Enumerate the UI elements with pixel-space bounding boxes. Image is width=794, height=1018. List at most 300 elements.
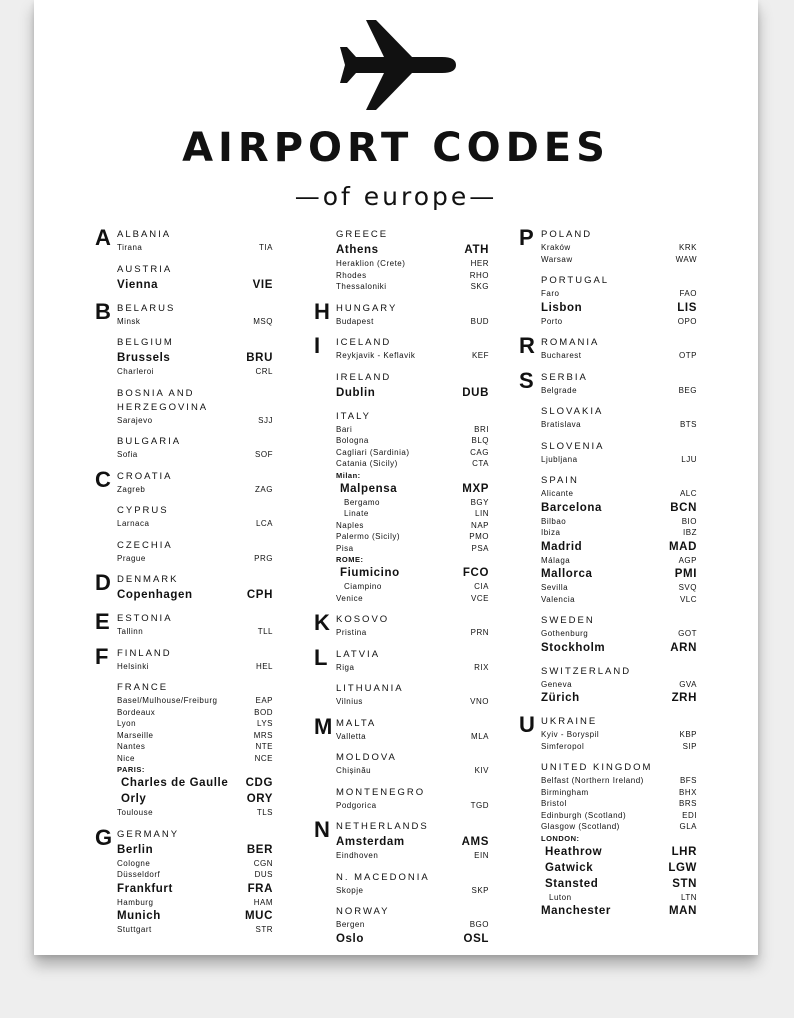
airport-code: LIN: [475, 509, 489, 518]
airport-code: BRU: [246, 352, 273, 364]
index-letter: U: [519, 712, 535, 737]
airport-code: BLQ: [471, 436, 489, 445]
airport-code: LJU: [681, 454, 697, 464]
city-name: Tallinn: [117, 627, 144, 636]
airport-code: KEF: [471, 351, 489, 360]
country-name: SWITZERLAND: [541, 665, 632, 677]
airport-row: [117, 350, 273, 366]
city-name: Gatwick: [545, 861, 594, 874]
airport-row: [336, 931, 489, 947]
city-name: Hamburg: [117, 897, 154, 907]
airport-code: BGO: [469, 920, 489, 929]
country-name: SLOVAKIA: [541, 406, 604, 417]
country-block: [336, 228, 489, 293]
city-name: Skopje: [336, 885, 364, 895]
city-name: Stockholm: [541, 641, 606, 654]
airport-row: [117, 626, 273, 638]
index-letter: G: [95, 824, 113, 850]
airport-code: TLS: [256, 808, 273, 817]
country-name: ICELAND: [336, 337, 392, 348]
airport-code: BFS: [679, 776, 697, 785]
country-heading: [117, 504, 273, 518]
airport-code: BRS: [679, 799, 697, 808]
airport-code: VCE: [471, 593, 489, 603]
airport-row: [336, 447, 489, 459]
city-name: Vienna: [117, 278, 159, 291]
city-name: Naples: [336, 520, 364, 530]
city-name: Podgorica: [336, 800, 377, 810]
airport-row: [541, 350, 697, 362]
airport-row: [117, 791, 273, 807]
airport-code: WAW: [675, 254, 697, 264]
city-name: Nantes: [117, 742, 146, 751]
city-name: Barcelona: [541, 501, 603, 514]
city-name: Helsinki: [117, 661, 150, 671]
airport-row: [117, 753, 273, 765]
airport-code: NAP: [471, 520, 489, 530]
city-name: Rhodes: [336, 270, 367, 280]
airport-code: IBZ: [683, 528, 697, 537]
airport-row: [541, 628, 697, 640]
airport-row: [336, 765, 489, 777]
airport-code: PRG: [254, 553, 273, 563]
city-name: Pristina: [336, 628, 367, 637]
city-name: Pisa: [336, 543, 354, 553]
airport-row: [541, 419, 697, 431]
airport-code: CIA: [474, 582, 489, 591]
index-letter: D: [95, 570, 111, 595]
city-name: Cologne: [117, 858, 151, 868]
airport-code: TLL: [257, 627, 273, 636]
airport-code: BCN: [670, 501, 697, 514]
country-name: CYPRUS: [117, 505, 169, 516]
airport-code: NCE: [254, 753, 273, 763]
index-letter: E: [95, 609, 110, 634]
index-letter: B: [95, 298, 111, 324]
airport-row: [336, 350, 489, 362]
country-name: SWEDEN: [541, 615, 595, 626]
country-name: BOSNIA AND: [117, 387, 195, 399]
country-heading: [336, 786, 489, 800]
country-block: [95, 466, 273, 496]
city-name: Porto: [541, 316, 563, 326]
country-block: [314, 298, 489, 328]
city-name: Düsseldorf: [117, 870, 161, 879]
airport-row: [541, 775, 697, 787]
country-block: [314, 610, 489, 639]
airport-code: VIE: [252, 278, 273, 291]
country-name: FINLAND: [117, 647, 172, 659]
airport-code: RIX: [474, 662, 489, 672]
country-block: [95, 824, 273, 936]
country-name: PORTUGAL: [541, 275, 610, 286]
city-name: Athens: [336, 244, 379, 256]
airport-row: [336, 800, 489, 812]
country-name: MOLDOVA: [336, 752, 397, 763]
index-letter: R: [519, 333, 535, 358]
city-name: Lisbon: [541, 301, 583, 314]
airport-code: MRS: [253, 730, 273, 740]
country-block: [541, 440, 697, 466]
index-letter: A: [95, 225, 111, 250]
country-block: [541, 405, 697, 431]
city-name: Eindhoven: [336, 851, 379, 860]
airport-code: FCO: [462, 567, 489, 579]
country-heading: [117, 681, 273, 695]
index-letter: F: [95, 643, 109, 669]
city-name: Sarajevo: [117, 415, 153, 425]
city-name: Budapest: [336, 316, 374, 326]
city-name: Bologna: [336, 436, 369, 445]
country-heading: [336, 228, 489, 242]
airport-row: [541, 566, 697, 582]
city-name: Belgrade: [541, 385, 578, 395]
airport-row: [541, 500, 697, 516]
airport-row: [541, 903, 697, 919]
city-name: Malpensa: [340, 482, 398, 495]
country-heading: [117, 263, 273, 277]
airport-row: [117, 718, 273, 730]
city-name: Heraklion (Crete): [336, 259, 406, 268]
city-name: Sevilla: [541, 583, 569, 592]
country-block: [117, 435, 273, 461]
airport-row: [117, 869, 273, 881]
country-name: GERMANY: [117, 828, 180, 840]
airport-row: [336, 258, 489, 270]
index-letter: H: [314, 298, 330, 324]
city-name: Prague: [117, 553, 146, 563]
city-name: Zagreb: [117, 484, 146, 494]
airport-row: [541, 876, 697, 892]
airport-row: [336, 481, 489, 497]
city-name: Bucharest: [541, 351, 582, 360]
airport-row: [541, 640, 697, 656]
country-heading: [541, 614, 697, 628]
airport-code: PMI: [674, 568, 697, 580]
airport-row: [117, 775, 273, 791]
airport-row: [336, 458, 489, 470]
index-letter: M: [314, 713, 333, 739]
country-block: [519, 333, 697, 362]
city-name: Bergamo: [344, 497, 380, 507]
airport-code: ZRH: [671, 692, 697, 704]
index-letter: C: [95, 466, 111, 492]
airport-code: MAN: [669, 905, 697, 917]
city-name: Geneva: [541, 679, 573, 689]
airport-code: BOD: [254, 707, 273, 717]
airport-code: PSA: [471, 543, 489, 553]
airport-code: MLA: [471, 731, 489, 741]
city-name: Lyon: [117, 719, 137, 728]
airport-row: [336, 242, 489, 258]
city-name: Dublin: [336, 386, 376, 399]
country-name: BULGARIA: [117, 436, 182, 447]
airport-code: PRN: [470, 628, 489, 637]
airport-code: BEG: [678, 385, 697, 395]
column-3: [519, 225, 697, 919]
airport-row: [541, 679, 697, 691]
airport-code: ARN: [670, 641, 697, 654]
country-heading: [336, 905, 489, 919]
airport-row: [336, 435, 489, 447]
country-block: [336, 751, 489, 777]
airport-row: [336, 520, 489, 532]
city-name: Linate: [344, 509, 369, 518]
country-name: MALTA: [336, 717, 377, 729]
country-name: SPAIN: [541, 475, 579, 486]
airport-row: [117, 695, 273, 707]
airport-row: [541, 555, 697, 567]
country-name: ESTONIA: [117, 613, 173, 624]
airport-code: KRK: [679, 243, 697, 252]
city-name: Copenhagen: [117, 589, 193, 601]
country-name: BELARUS: [117, 302, 176, 314]
city-name: Mallorca: [541, 568, 593, 580]
airport-row: [336, 531, 489, 543]
city-name: Faro: [541, 289, 560, 298]
country-name: POLAND: [541, 229, 593, 240]
airport-code: CDG: [245, 777, 273, 789]
airport-row: [336, 316, 489, 328]
city-name: Warsaw: [541, 254, 573, 264]
country-heading: [336, 410, 489, 424]
city-name: Charles de Gaulle: [121, 777, 229, 789]
country-name: SLOVENIA: [541, 440, 605, 452]
country-name: ITALY: [336, 410, 371, 422]
airport-row: [336, 627, 489, 639]
airport-row: [117, 242, 273, 254]
airport-row: [336, 281, 489, 293]
country-name: LATVIA: [336, 648, 381, 660]
country-block: [336, 682, 489, 708]
country-block: [95, 298, 273, 328]
country-block: [541, 761, 697, 919]
airport-row: [117, 277, 273, 293]
city-name: Vilnius: [336, 697, 363, 706]
city-name: Bordeaux: [117, 707, 156, 717]
airport-row: [336, 270, 489, 282]
index-letter: K: [314, 610, 330, 635]
city-name: Zürich: [541, 692, 580, 704]
airport-row: [336, 696, 489, 708]
airport-row: [541, 860, 697, 876]
city-name: Basel/Mulhouse/Freiburg: [117, 696, 218, 705]
country-heading: [541, 440, 697, 454]
airport-row: [541, 516, 697, 528]
airport-code: GVA: [679, 679, 697, 689]
country-heading: [117, 539, 273, 553]
airport-code: BRI: [474, 424, 489, 434]
city-name: Oslo: [336, 932, 364, 945]
city-name: Ljubljana: [541, 454, 578, 464]
airport-row: [541, 729, 697, 741]
index-letter: L: [314, 644, 328, 670]
city-name: Minsk: [117, 316, 141, 326]
country-heading: [541, 761, 697, 775]
airport-code: ATH: [464, 244, 489, 256]
airport-code: TGD: [470, 800, 489, 810]
airport-code: FRA: [247, 882, 273, 895]
airport-row: [117, 518, 273, 530]
airport-row: [541, 810, 697, 822]
city-group-heading: ROME:: [336, 555, 364, 564]
airport-code: SVQ: [678, 583, 697, 592]
city-name: Toulouse: [117, 808, 154, 817]
airport-code: EAP: [255, 696, 273, 705]
city-name: Bilbao: [541, 516, 567, 526]
country-block: [314, 713, 489, 743]
airport-code: BIO: [681, 516, 697, 526]
city-name: Heathrow: [545, 845, 603, 858]
city-name: Madrid: [541, 540, 583, 553]
airport-code: KIV: [474, 766, 489, 775]
country-block: [95, 570, 273, 603]
airport-code: BGY: [470, 497, 489, 507]
country-name-line2: HERZEGOVINA: [117, 401, 209, 413]
airport-row: [117, 316, 273, 328]
airport-row: [336, 424, 489, 436]
airport-code: OSL: [463, 932, 489, 945]
airport-code: LTN: [680, 892, 697, 902]
country-name: ALBANIA: [117, 229, 172, 240]
country-block: [117, 504, 273, 530]
city-name: Sofia: [117, 450, 138, 459]
airport-row: [117, 587, 273, 603]
airport-code: HAM: [253, 897, 273, 907]
airport-row: [117, 730, 273, 742]
airport-row: [117, 553, 273, 565]
airport-row: [336, 581, 489, 593]
country-block: [117, 539, 273, 565]
airport-row: [541, 582, 697, 594]
country-name: GREECE: [336, 229, 389, 240]
city-name: Belfast (Northern Ireland): [541, 776, 644, 785]
city-name: Edinburgh (Scotland): [541, 810, 627, 820]
country-block: [336, 786, 489, 812]
city-name: Stuttgart: [117, 925, 152, 934]
country-name: N. MACEDONIA: [336, 871, 430, 883]
airport-code: CPH: [246, 589, 273, 601]
airport-code: ALC: [679, 489, 697, 498]
airport-row: [541, 798, 697, 810]
country-heading: [117, 387, 273, 401]
airport-code: AMS: [461, 836, 489, 848]
airport-code: VLC: [679, 594, 697, 604]
city-group-heading: LONDON:: [541, 833, 580, 843]
country-block: [336, 905, 489, 947]
city-name: Bristol: [541, 799, 567, 808]
country-heading: [117, 435, 273, 449]
airport-code: NTE: [255, 742, 273, 751]
airport-code: MUC: [245, 910, 273, 922]
country-heading: [336, 751, 489, 765]
airport-code: BUD: [470, 316, 489, 326]
airport-code: CTA: [472, 459, 489, 468]
airport-row: [336, 508, 489, 520]
airport-row: [541, 454, 697, 466]
country-heading: [117, 336, 273, 350]
country-block: [314, 333, 489, 362]
country-block: [336, 371, 489, 401]
airport-row: [336, 834, 489, 850]
city-name: Riga: [336, 662, 355, 672]
country-heading: [541, 405, 697, 419]
city-name: Amsterdam: [336, 836, 405, 848]
country-block: [519, 712, 697, 752]
airport-row: [541, 892, 697, 904]
airport-row: [541, 488, 697, 500]
airport-code: LHR: [671, 845, 697, 858]
airport-code: MXP: [462, 482, 489, 495]
airport-row: [541, 844, 697, 860]
city-name: Nice: [117, 753, 136, 763]
country-block: [336, 871, 489, 897]
airport-row: [541, 821, 697, 833]
country-name: FRANCE: [117, 682, 169, 693]
airport-row: [541, 300, 697, 316]
country-name: BELGIUM: [117, 337, 174, 348]
country-name: DENMARK: [117, 574, 179, 585]
airport-row: [117, 897, 273, 909]
country-name: AUSTRIA: [117, 263, 173, 275]
airport-row: [117, 707, 273, 719]
city-name: Orly: [121, 793, 147, 805]
airport-row: [117, 484, 273, 496]
city-name: Stansted: [545, 877, 599, 890]
airport-row: [541, 316, 697, 328]
country-block: [95, 225, 273, 254]
airport-row: [117, 415, 273, 427]
airport-row: [117, 807, 273, 819]
airport-row: [541, 787, 697, 799]
country-block: [117, 681, 273, 819]
city-name: Ibiza: [541, 528, 561, 537]
city-name: Charleroi: [117, 367, 154, 376]
column-2: [314, 228, 489, 947]
country-name: SERBIA: [541, 371, 588, 383]
country-name: NORWAY: [336, 906, 390, 917]
airport-code: TIA: [259, 243, 273, 252]
city-name: Frankfurt: [117, 882, 173, 895]
airport-row: [336, 850, 489, 862]
airport-code: GLA: [679, 822, 697, 831]
city-name: Bari: [336, 424, 353, 434]
country-block: [95, 609, 273, 638]
country-name: CZECHIA: [117, 539, 173, 551]
airport-row: [336, 593, 489, 605]
index-letter: N: [314, 817, 330, 842]
index-letter: P: [519, 225, 534, 250]
airport-code: VNO: [470, 697, 489, 706]
airport-code: ORY: [246, 793, 273, 805]
country-name: LITHUANIA: [336, 683, 404, 694]
city-name: Ciampino: [344, 582, 382, 591]
airplane-icon: [338, 16, 458, 114]
city-group-heading: Milan:: [336, 470, 361, 480]
airport-row: [541, 690, 697, 706]
city-name: Valencia: [541, 594, 576, 604]
country-heading: [336, 371, 489, 385]
airport-code: SKP: [471, 885, 489, 895]
city-name: Brussels: [117, 352, 171, 364]
country-block: [336, 410, 489, 605]
country-block: [541, 665, 697, 707]
country-name: MONTENEGRO: [336, 786, 426, 798]
country-block: [95, 643, 273, 673]
airport-code: FAO: [679, 289, 697, 298]
column-1: [95, 225, 273, 936]
index-letter: S: [519, 367, 534, 393]
